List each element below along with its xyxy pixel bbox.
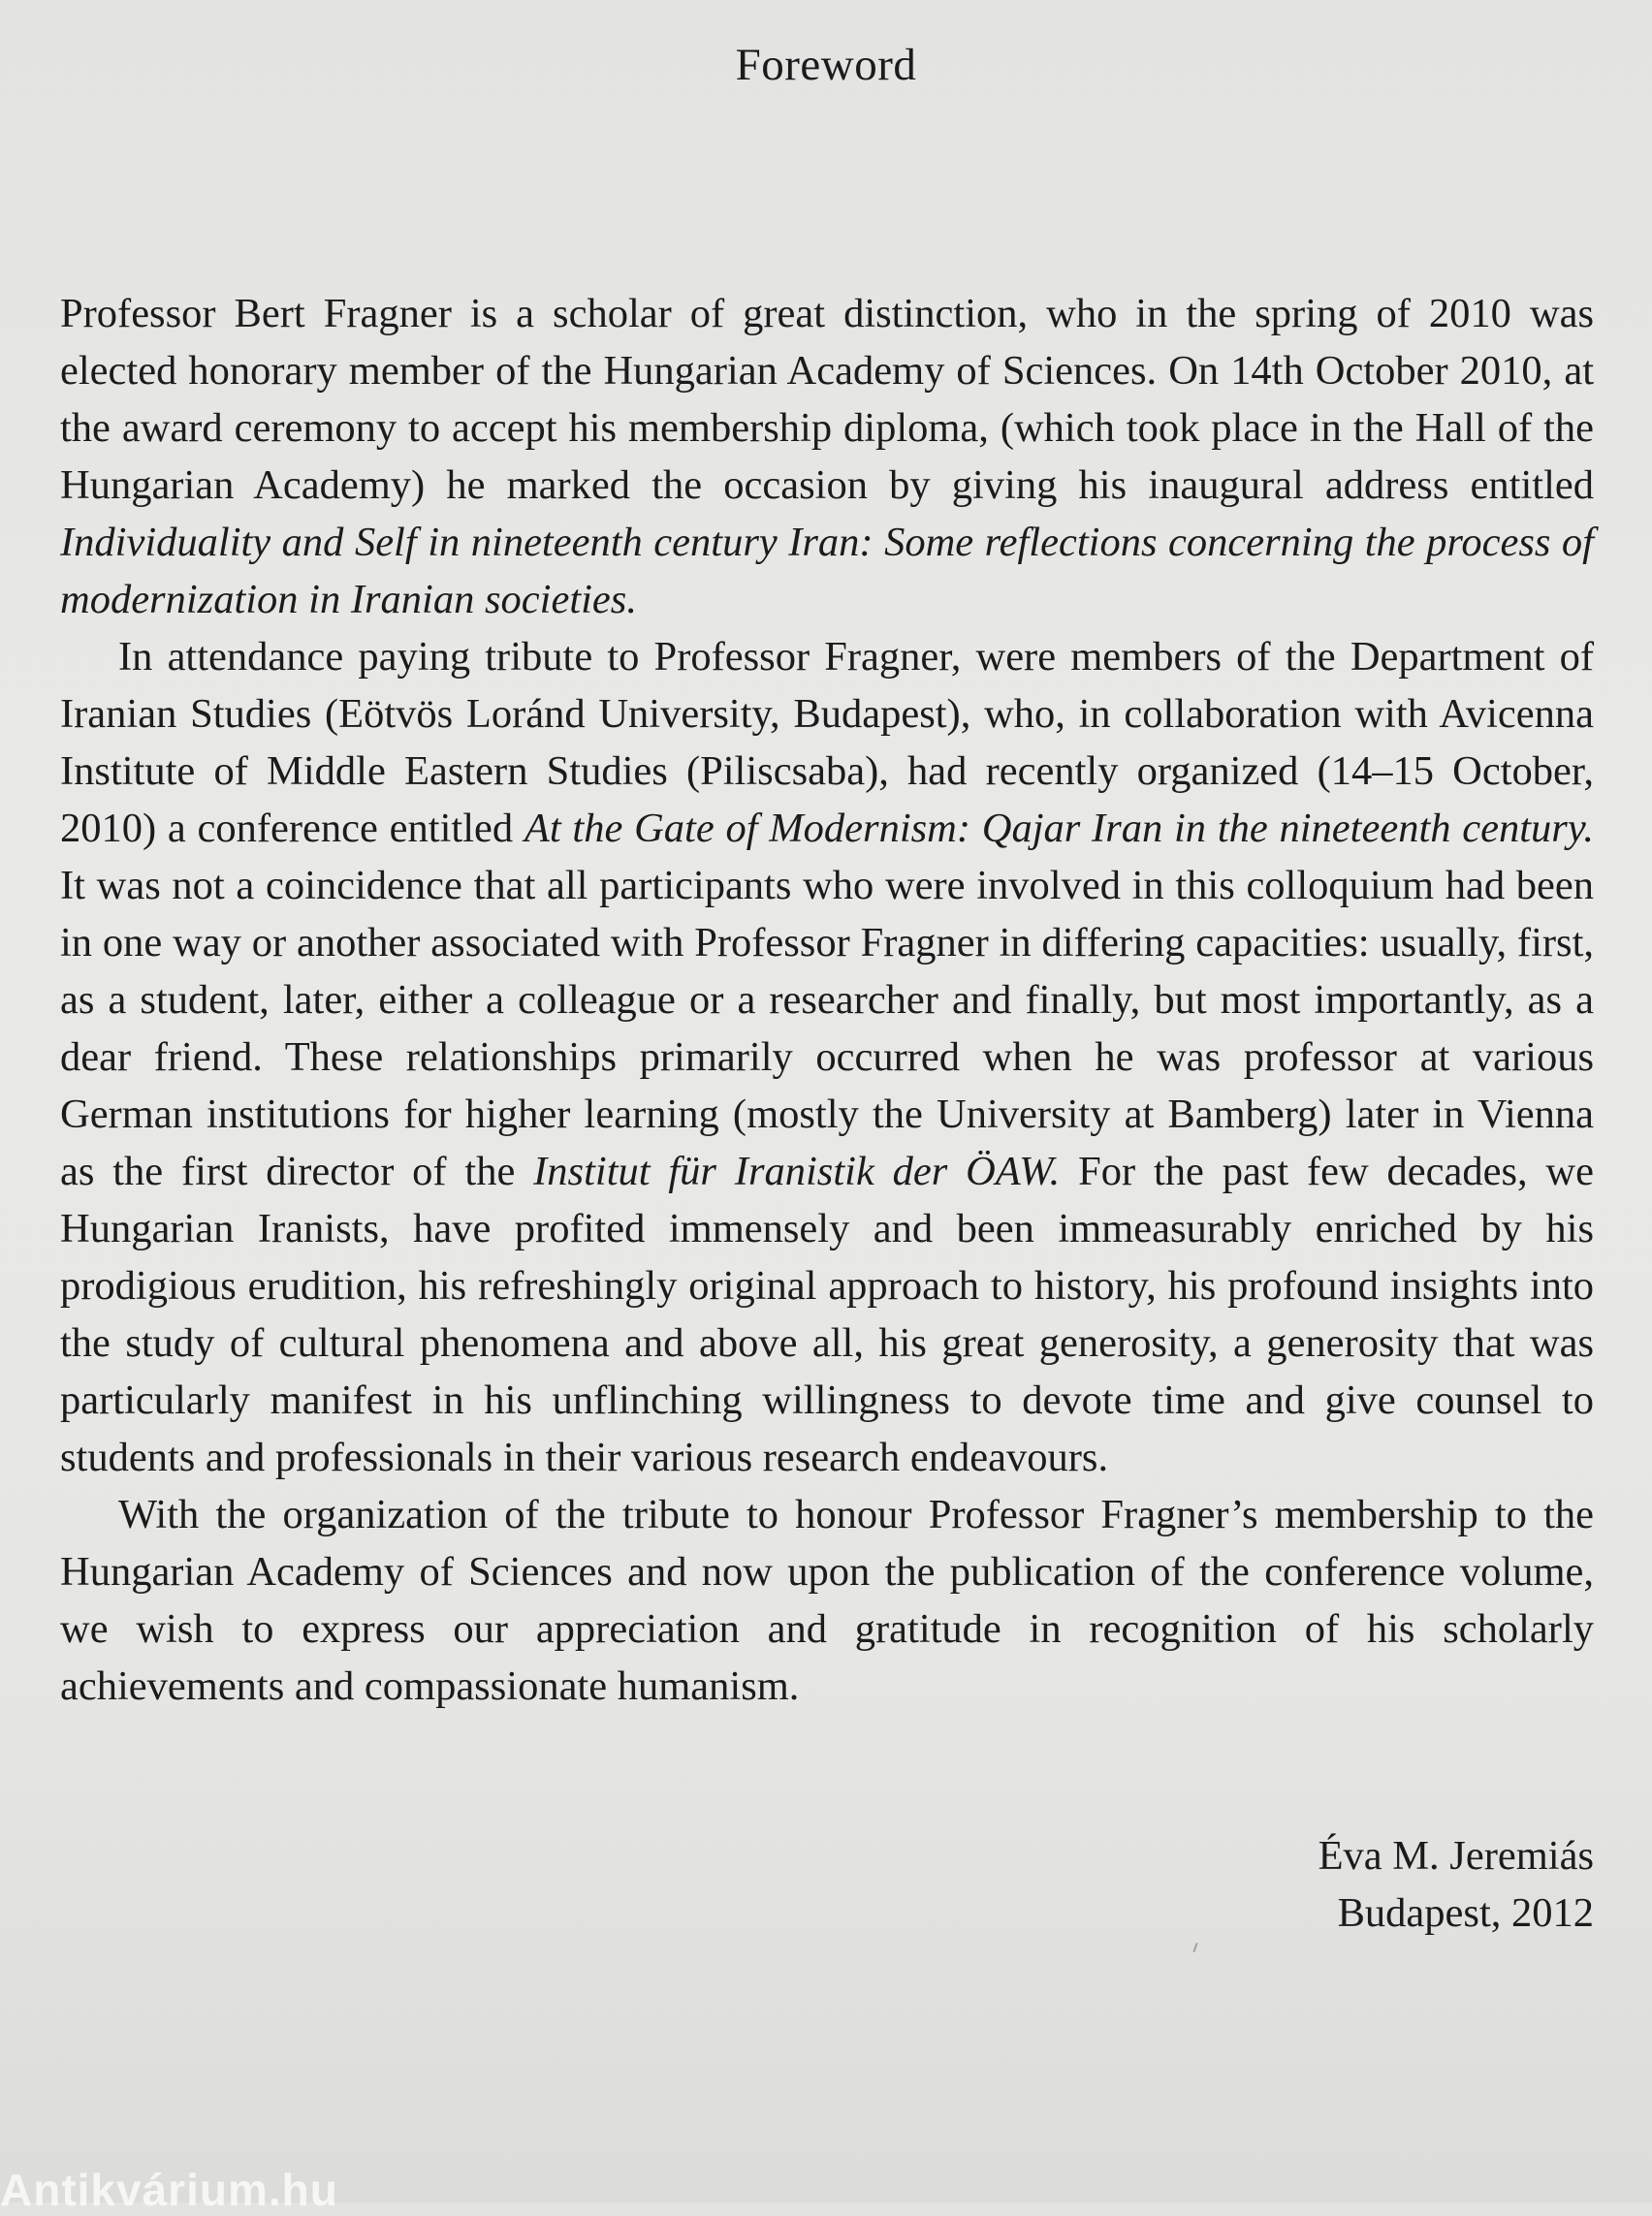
- author-name: Éva M. Jeremiás: [1318, 1833, 1594, 1879]
- paragraph-1: [60, 285, 1594, 628]
- signature-block: [1318, 1827, 1594, 1942]
- paragraph-text: It was not a coincidence that all participants who were involved in this colloquium had been in one way or another associated with Professor Fragner in differing capacities: usually, first, as a student, later, either a colleague or a researcher and finally, but most importantly, as a dear friend. These relationships primarily occurred when he was professor at various German institutions for higher learning (mostly the University at Bamberg) later in Vienna as the first director of the: [60, 863, 1594, 1194]
- paper-speck: [1192, 1943, 1197, 1952]
- watermark-logo: Antikvárium.hu: [0, 2165, 338, 2215]
- foreword-body: [60, 285, 1594, 1715]
- paragraph-2: [60, 628, 1594, 1486]
- paragraph-3: [60, 1486, 1594, 1715]
- institute-name: Institut für Iranistik der ÖAW.: [533, 1149, 1061, 1194]
- conference-title: At the Gate of Modernism: Qajar Iran in the nineteenth century.: [524, 806, 1594, 851]
- paragraph-text: Professor Bert Fragner is a scholar of great distinction, who in the spring of 2010 was elected honorary member of the Hungarian Academy of Sciences. On 14th October 2010, at the award ceremony to accept his membership diploma, (which took place in the Hall of the Hungarian Academy) he marked the occasion by giving his inaugural address entitled: [60, 291, 1594, 508]
- lecture-title: Individuality and Self in nineteenth century Iran: Some reflections concerning the process of modernization in Iranian societies.: [60, 520, 1594, 622]
- place-date: Budapest, 2012: [1337, 1890, 1594, 1936]
- paragraph-text: For the past few decades, we Hungarian Iranists, have profited immensely and been immeasurably enriched by his prodigious erudition, his refreshingly original approach to history, his profound insights into the study of cultural phenomena and above all, his great generosity, a generosity that was particularly manifest in his unflinching willingness to devote time and give counsel to students and professionals in their various research endeavours.: [60, 1149, 1594, 1480]
- paragraph-text: In attendance paying tribute to Professor Fragner, were members of the Department of Iranian Studies (Eötvös Loránd University, Budapest), who, in collaboration with Avicenna Institute of Middle Eastern Studies (Piliscsaba), had recently organized (14–15 October, 2010) a conference entitled: [60, 634, 1594, 851]
- page-title: Foreword: [735, 40, 917, 90]
- paragraph-text: With the organization of the tribute to honour Professor Fragner’s membership to the Hungarian Academy of Sciences and now upon the publication of the conference volume, we wish to express our appreciation and gratitude in recognition of his scholarly achievements and compassionate humanism.: [60, 1492, 1594, 1709]
